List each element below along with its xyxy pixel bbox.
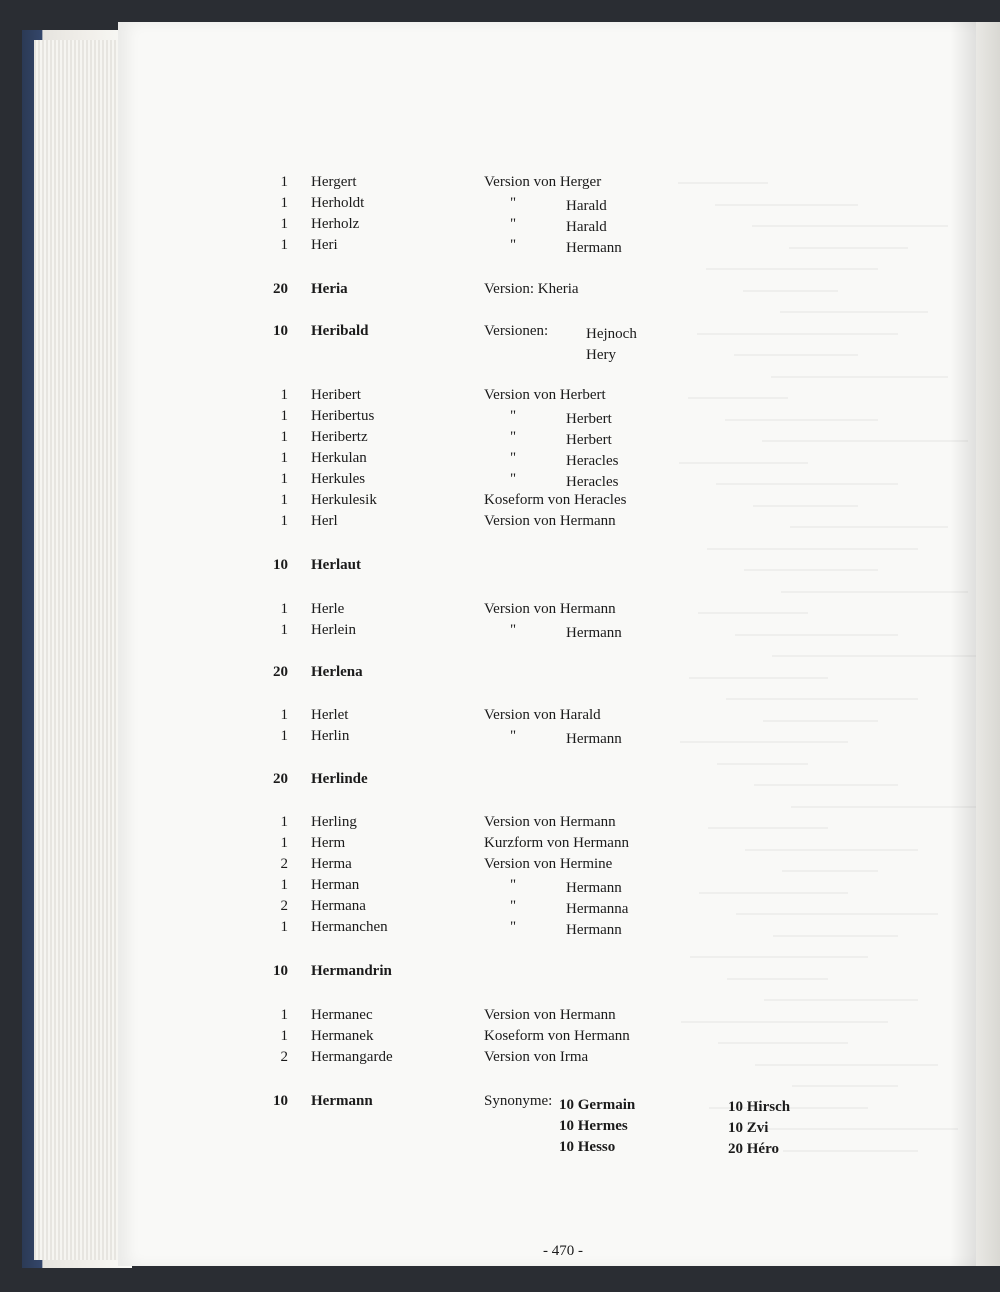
entry-score: 1: [280, 814, 288, 830]
entry-reference: Kurzform von Hermann: [484, 835, 629, 851]
name-entry: [0, 428, 1000, 450]
entry-reference: Versionen:: [484, 323, 549, 339]
entry-score: 1: [280, 728, 288, 744]
entry-reference: Version von Herbert: [484, 387, 606, 403]
name-entry: [0, 512, 1000, 534]
entry-name: Herlein: [311, 622, 356, 638]
name-entry: [0, 621, 1000, 643]
entry-reference-target: Herbert: [566, 411, 612, 427]
entry-reference: ": [510, 216, 517, 232]
name-entry: [0, 897, 1000, 919]
entry-score: 20: [273, 664, 288, 680]
entry-score: 1: [280, 387, 288, 403]
entry-name: Hermanek: [311, 1028, 374, 1044]
page-number: - 470 -: [543, 1243, 583, 1259]
entry-name: Herlet: [311, 707, 349, 723]
entry-reference: Koseform von Hermann: [484, 1028, 630, 1044]
entry-score: 1: [280, 877, 288, 893]
entry-score: 1: [280, 471, 288, 487]
entry-name: Herlaut: [311, 557, 361, 573]
synonym-item: 20 Héro: [728, 1141, 779, 1157]
entry-name: Hermana: [311, 898, 366, 914]
entry-score: 10: [273, 1093, 288, 1109]
entry-score: 10: [273, 557, 288, 573]
entry-name: Herkulesik: [311, 492, 377, 508]
name-entry: [0, 1092, 1000, 1114]
entry-name: Heribertus: [311, 408, 375, 424]
entry-score: 1: [280, 1007, 288, 1023]
entry-reference-target: Hermann: [566, 922, 622, 938]
entry-name: Herm: [311, 835, 346, 851]
entry-name: Herling: [311, 814, 357, 830]
entry-name: Herholz: [311, 216, 360, 232]
entry-reference: ": [510, 450, 517, 466]
synonym-item: 10 Zvi: [728, 1120, 769, 1136]
name-entry: [0, 727, 1000, 749]
entry-reference-target: Hermanna: [566, 901, 629, 917]
name-entry: [0, 1048, 1000, 1070]
name-entry: [0, 663, 1000, 685]
entry-reference: Version: Kheria: [484, 281, 579, 297]
entry-name: Herkules: [311, 471, 366, 487]
entry-name: Herholdt: [311, 195, 365, 211]
entry-name: Heribert: [311, 387, 361, 403]
entry-name: Hergert: [311, 174, 357, 190]
entry-name: Herlin: [311, 728, 350, 744]
entry-name: Heribertz: [311, 429, 368, 445]
entry-score: 1: [280, 429, 288, 445]
name-entry: [0, 706, 1000, 728]
entry-score: 10: [273, 963, 288, 979]
name-entry: [0, 215, 1000, 237]
entry-score: 10: [273, 323, 288, 339]
entry-score: 2: [280, 898, 288, 914]
name-entry: [0, 1006, 1000, 1028]
name-entry: [0, 876, 1000, 898]
entry-score: 1: [280, 513, 288, 529]
name-entry: [0, 449, 1000, 471]
name-entry: [0, 962, 1000, 984]
entry-score: 2: [280, 1049, 288, 1065]
entry-score: 1: [280, 707, 288, 723]
entry-reference: Version von Hermann: [484, 814, 616, 830]
name-entry: [0, 556, 1000, 578]
entry-score: 1: [280, 835, 288, 851]
entry-score: 1: [280, 1028, 288, 1044]
entry-name: Hermandrin: [311, 963, 392, 979]
synonym-item: 10 Hermes: [559, 1118, 628, 1134]
name-entry: [0, 236, 1000, 258]
entry-reference: ": [510, 408, 517, 424]
entry-reference-target: Heracles: [566, 453, 619, 469]
entry-reference: ": [510, 471, 517, 487]
entry-name: Heria: [311, 281, 348, 297]
name-entry: [0, 600, 1000, 622]
entry-score: 1: [280, 919, 288, 935]
entry-reference: ": [510, 429, 517, 445]
entry-name: Herl: [311, 513, 338, 529]
entry-reference-target: Hermann: [566, 880, 622, 896]
entry-name: Hermanchen: [311, 919, 388, 935]
entry-reference-target: Herbert: [566, 432, 612, 448]
name-entry: [0, 407, 1000, 429]
name-entry: [0, 918, 1000, 940]
entry-reference-target: Hermann: [566, 240, 622, 256]
entry-score: 1: [280, 195, 288, 211]
entry-reference: Version von Irma: [484, 1049, 589, 1065]
entry-score: 2: [280, 856, 288, 872]
entry-score: 1: [280, 450, 288, 466]
entry-reference: ": [510, 919, 517, 935]
entry-reference: ": [510, 622, 517, 638]
name-entry: [0, 491, 1000, 513]
entry-reference: Version von Harald: [484, 707, 601, 723]
synonym-item: 10 Hirsch: [728, 1099, 791, 1115]
entry-name: Herlena: [311, 664, 363, 680]
synonym-item: 10 Germain: [559, 1097, 636, 1113]
entry-name: Hermangarde: [311, 1049, 393, 1065]
entry-name: Herle: [311, 601, 345, 617]
entry-reference: Version von Hermine: [484, 856, 613, 872]
entry-reference: Version von Herger: [484, 174, 602, 190]
entry-score: 1: [280, 622, 288, 638]
entry-reference: Koseform von Heracles: [484, 492, 627, 508]
entry-score: 1: [280, 601, 288, 617]
entry-score: 20: [273, 281, 288, 297]
entry-name: Hermann: [311, 1093, 373, 1109]
entry-name: Herlinde: [311, 771, 368, 787]
entry-name: Herma: [311, 856, 352, 872]
entry-reference-target: Hery: [586, 347, 616, 363]
entry-score: 20: [273, 771, 288, 787]
entry-reference: ": [510, 237, 517, 253]
entry-reference: ": [510, 898, 517, 914]
synonym-item: 10 Hesso: [559, 1139, 616, 1155]
entry-reference: Version von Hermann: [484, 1007, 616, 1023]
name-entry: [0, 770, 1000, 792]
name-entry: [0, 1027, 1000, 1049]
entry-name: Heribald: [311, 323, 369, 339]
name-entry: [0, 173, 1000, 195]
entry-reference: Version von Hermann: [484, 513, 616, 529]
name-entry: [0, 194, 1000, 216]
entry-reference-target: Heracles: [566, 474, 619, 490]
entry-reference-target: Hejnoch: [586, 326, 637, 342]
name-entry: [0, 813, 1000, 835]
entry-name: Herkulan: [311, 450, 367, 466]
name-entry: [0, 470, 1000, 492]
name-entry: [0, 322, 1000, 363]
entry-score: 1: [280, 492, 288, 508]
entry-score: 1: [280, 216, 288, 232]
entry-reference: Synonyme:: [484, 1093, 553, 1109]
name-entry: [0, 834, 1000, 856]
entry-score: 1: [280, 408, 288, 424]
name-entry: [0, 855, 1000, 877]
entry-reference-target: Harald: [566, 219, 607, 235]
entry-reference: ": [510, 195, 517, 211]
entry-name: Heri: [311, 237, 338, 253]
entry-name: Hermanec: [311, 1007, 373, 1023]
name-entry: [0, 280, 1000, 302]
entry-reference: ": [510, 728, 517, 744]
entry-reference: ": [510, 877, 517, 893]
entry-reference: Version von Hermann: [484, 601, 616, 617]
entry-score: 1: [280, 174, 288, 190]
entry-name: Herman: [311, 877, 360, 893]
entry-score: 1: [280, 237, 288, 253]
name-entry: [0, 386, 1000, 408]
entry-reference-target: Hermann: [566, 731, 622, 747]
entry-reference-target: Harald: [566, 198, 607, 214]
entry-reference-target: Hermann: [566, 625, 622, 641]
